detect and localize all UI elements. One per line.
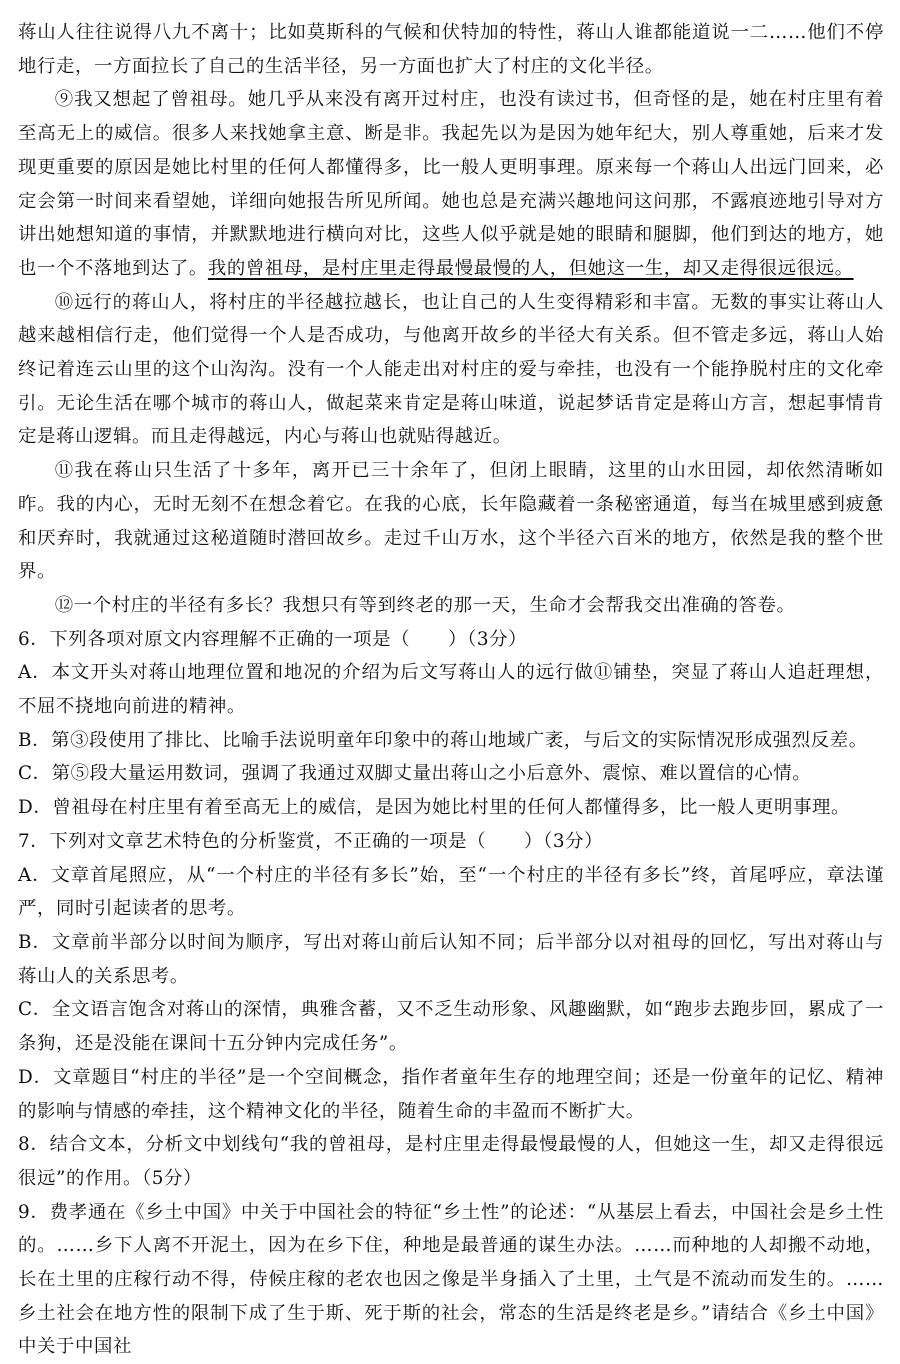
question-6-option-b: B．第③段使用了排比、比喻手法说明童年印象中的蒋山地域广袤，与后文的实际情况形成强烈反差。 xyxy=(18,729,868,751)
question-7-option-b: B．文章前半部分以时间为顺序，写出对蒋山前后认知不同；后半部分以对祖母的回忆，写出对蒋山与蒋山人的关系思考。 xyxy=(18,931,884,987)
question-8-stem: 8．结合文本，分析文中划线句“我的曾祖母，是村庄里走得最慢最慢的人，但她这一生，却又走得很远很远”的作用。（5分） xyxy=(18,1134,884,1189)
question-7-option-a: A．文章首尾照应，从“一个村庄的半径有多长”始，至“一个村庄的半径有多长”终，首尾呼应，章法谨严，同时引起读者的思考。 xyxy=(18,864,884,920)
question-6-option-c: C．第⑤段大量运用数词，强调了我通过双脚丈量出蒋山之小后意外、震惊、难以置信的心情。 xyxy=(18,763,812,785)
question-6-option-d: D．曾祖母在村庄里有着至高无上的威信，是因为她比村里的任何人都懂得多，比一般人更明事理。 xyxy=(18,797,850,819)
passage-paragraph-9 xyxy=(18,83,884,285)
passage-paragraph-10: ⑩远行的蒋山人，将村庄的半径越拉越长，也让自己的人生变得精彩和丰富。无数的事实让蒋山人越来越相信行走，他们觉得一个人是否成功，与他离开故乡的半径大有关系。但不管走多远，蒋山人始终记着连云山里的这个山沟沟。没有一个人能走出对村庄的爱与牵挂，也没有一个能挣脱村庄的文化牵引。无论生活在哪个城市的蒋山人，做起菜来肯定是蒋山味道，说起梦话肯定是蒋山方言，想起事情肯定是蒋山逻辑。而且走得越远，内心与蒋山也就贴得越近。 xyxy=(18,291,884,448)
passage-paragraph-12: ⑫一个村庄的半径有多长？我想只有等到终老的那一天，生命才会帮我交出准确的答卷。 xyxy=(54,594,796,616)
question-7-option-c: C．全文语言饱含对蒋山的深情，典雅含蓄，又不乏生动形象、风趣幽默，如“跑步去跑步回，累成了一条狗，还是没能在课间十五分钟内完成任务”。 xyxy=(18,999,884,1055)
question-9-stem: 9．费孝通在《乡土中国》中关于中国社会的特征“乡土性”的论述：“从基层上看去，中国社会是乡土性的。……乡下人离不开泥土，因为在乡下住，种地是最普通的谋生办法。……而种地的人却搬不动地，长在土里的庄稼行动不得，侍候庄稼的老农也因之像是半身插入了土里，土气是不流动而发生的。……乡土社会在地方性的限制下成了生于斯、死于斯的社会，常态的生活是终老是乡。”请结合《乡土中国》中关于中国社 xyxy=(18,1201,884,1358)
paragraph-9-text: ⑨我又想起了曾祖母。她几乎从来没有离开过村庄，也没有读过书，但奇怪的是，她在村庄里有着至高无上的威信。很多人来找她拿主意、断是非。我起先以为是因为她年纪大，别人尊重她，后来才发现更重要的原因是她比村里的任何人都懂得多，比一般人更明事理。原来每一个蒋山人出远门回来，必定会第一时间来看望她，详细向她报告所见所闻。她也总是充满兴趣地问这问那，不露痕迹地引导对方讲出她想知道的事情，并默默地进行横向对比，这些人似乎就是她的眼睛和腿脚，他们到达的地方，她也一个不落地到达了。 xyxy=(18,89,884,279)
question-7-stem: 7．下列对文章艺术特色的分析鉴赏，不正确的一项是（ ）（3分） xyxy=(18,830,604,852)
passage-paragraph-11: ⑪我在蒋山只生活了十多年，离开已三十余年了，但闭上眼睛，这里的山水田园，却依然清晰如昨。我的内心，无时无刻不在想念着它。在我的心底，长年隐藏着一条秘密通道，每当在城里感到疲惫和厌弃时，我就通过这秘道随时潜回故乡。走过千山万水，这个半径六百米的地方，依然是我的整个世界。 xyxy=(18,460,884,583)
question-7-option-d: D．文章题目“村庄的半径”是一个空间概念，指作者童年生存的地理空间；还是一份童年的记忆、精神的影响与情感的牵挂，这个精神文化的半径，随着生命的丰盈而不断扩大。 xyxy=(18,1066,884,1122)
exam-page xyxy=(18,16,884,1364)
question-6-option-a: A．本文开头对蒋山地理位置和地况的介绍为后文写蒋山人的远行做⑪铺垫，突显了蒋山人追赶理想，不屈不挠地向前进的精神。 xyxy=(18,662,884,718)
underlined-sentence: 我的曾祖母，是村庄里走得最慢最慢的人，但她这一生，却又走得很远很远。 xyxy=(207,257,854,279)
question-6-stem: 6．下列各项对原文内容理解不正确的一项是（ ）（3分） xyxy=(18,628,528,650)
passage-paragraph-8-continued: 蒋山人往往说得八九不离十；比如莫斯科的气候和伏特加的特性，蒋山人谁都能道说一二……他们不停地行走，一方面拉长了自己的生活半径，另一方面也扩大了村庄的文化半径。 xyxy=(18,22,884,77)
